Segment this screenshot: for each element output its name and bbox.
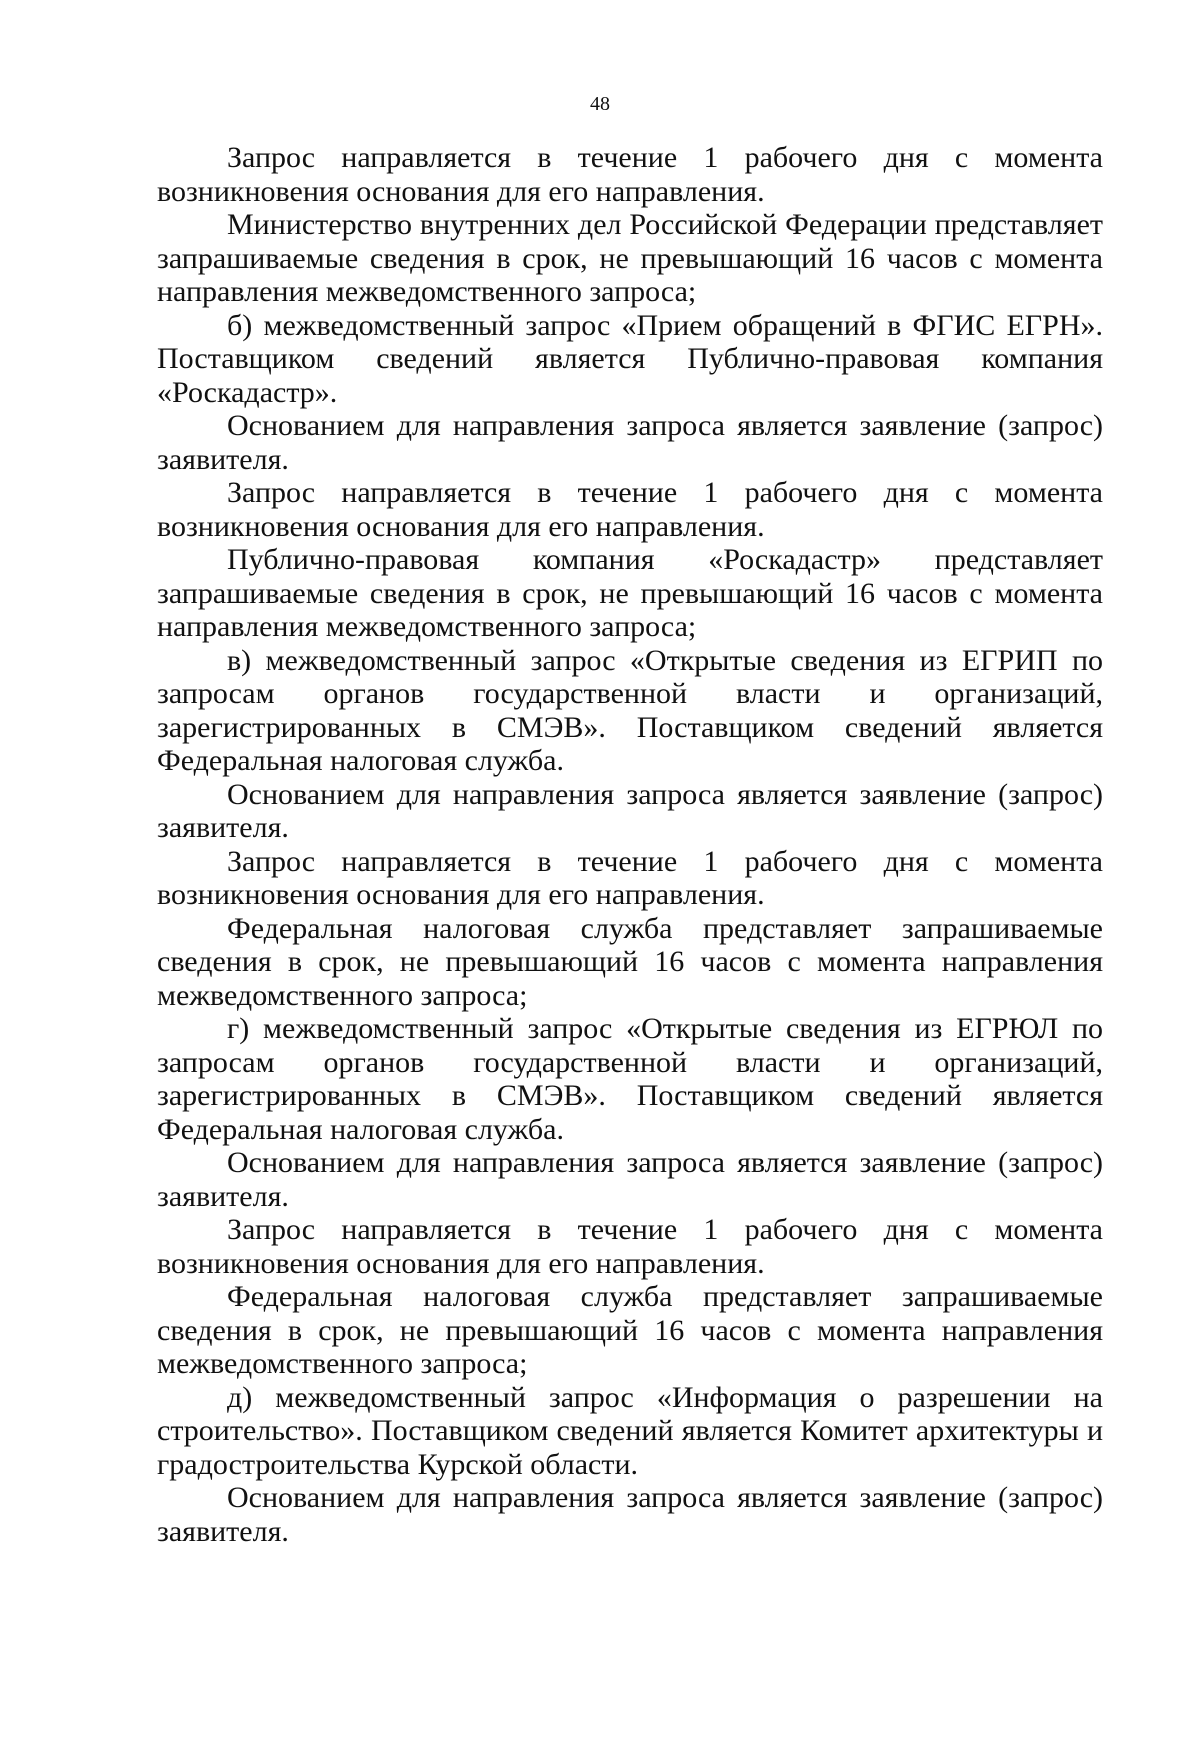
paragraph: Запрос направляется в течение 1 рабочего дня с момента возникновения основания для его направления. xyxy=(157,1213,1103,1280)
paragraph: Публично-правовая компания «Роскадастр» представляет запрашиваемые сведения в срок, не превышающий 16 часов с момента направления межведомственного запроса; xyxy=(157,543,1103,643)
paragraph: Запрос направляется в течение 1 рабочего дня с момента возникновения основания для его направления. xyxy=(157,141,1103,208)
page-number: 48 xyxy=(590,93,610,115)
paragraph: в) межведомственный запрос «Открытые сведения из ЕГРИП по запросам органов государственной власти и организаций, зарегистрированных в СМЭВ». Поставщиком сведений является Федеральная налоговая служба. xyxy=(157,643,1103,777)
paragraph: Министерство внутренних дел Российской Федерации представляет запрашиваемые сведения в срок, не превышающий 16 часов с момента направления межведомственного запроса; xyxy=(157,208,1103,308)
paragraph: Запрос направляется в течение 1 рабочего дня с момента возникновения основания для его направления. xyxy=(157,476,1103,543)
paragraph: Федеральная налоговая служба представляет запрашиваемые сведения в срок, не превышающий 16 часов с момента направления межведомственного запроса; xyxy=(157,1280,1103,1380)
paragraph: г) межведомственный запрос «Открытые сведения из ЕГРЮЛ по запросам органов государственной власти и организаций, зарегистрированных в СМЭВ». Поставщиком сведений является Федеральная налоговая служба. xyxy=(157,1012,1103,1146)
paragraph: Основанием для направления запроса является заявление (запрос) заявителя. xyxy=(157,1146,1103,1213)
paragraph: Основанием для направления запроса является заявление (запрос) заявителя. xyxy=(157,409,1103,476)
paragraph: Запрос направляется в течение 1 рабочего дня с момента возникновения основания для его направления. xyxy=(157,844,1103,911)
paragraph: б) межведомственный запрос «Прием обращений в ФГИС ЕГРН». Поставщиком сведений является Публично-правовая компания «Роскадастр». xyxy=(157,308,1103,409)
document-body xyxy=(157,141,1103,1548)
paragraph: Федеральная налоговая служба представляет запрашиваемые сведения в срок, не превышающий 16 часов с момента направления межведомственного запроса; xyxy=(157,911,1103,1012)
paragraph: д) межведомственный запрос «Информация о разрешении на строительство». Поставщиком сведений является Комитет архитектуры и градостроительства Курской области. xyxy=(157,1380,1103,1481)
paragraph: Основанием для направления запроса является заявление (запрос) заявителя. xyxy=(157,777,1103,844)
paragraph: Основанием для направления запроса является заявление (запрос) заявителя. xyxy=(157,1481,1103,1548)
